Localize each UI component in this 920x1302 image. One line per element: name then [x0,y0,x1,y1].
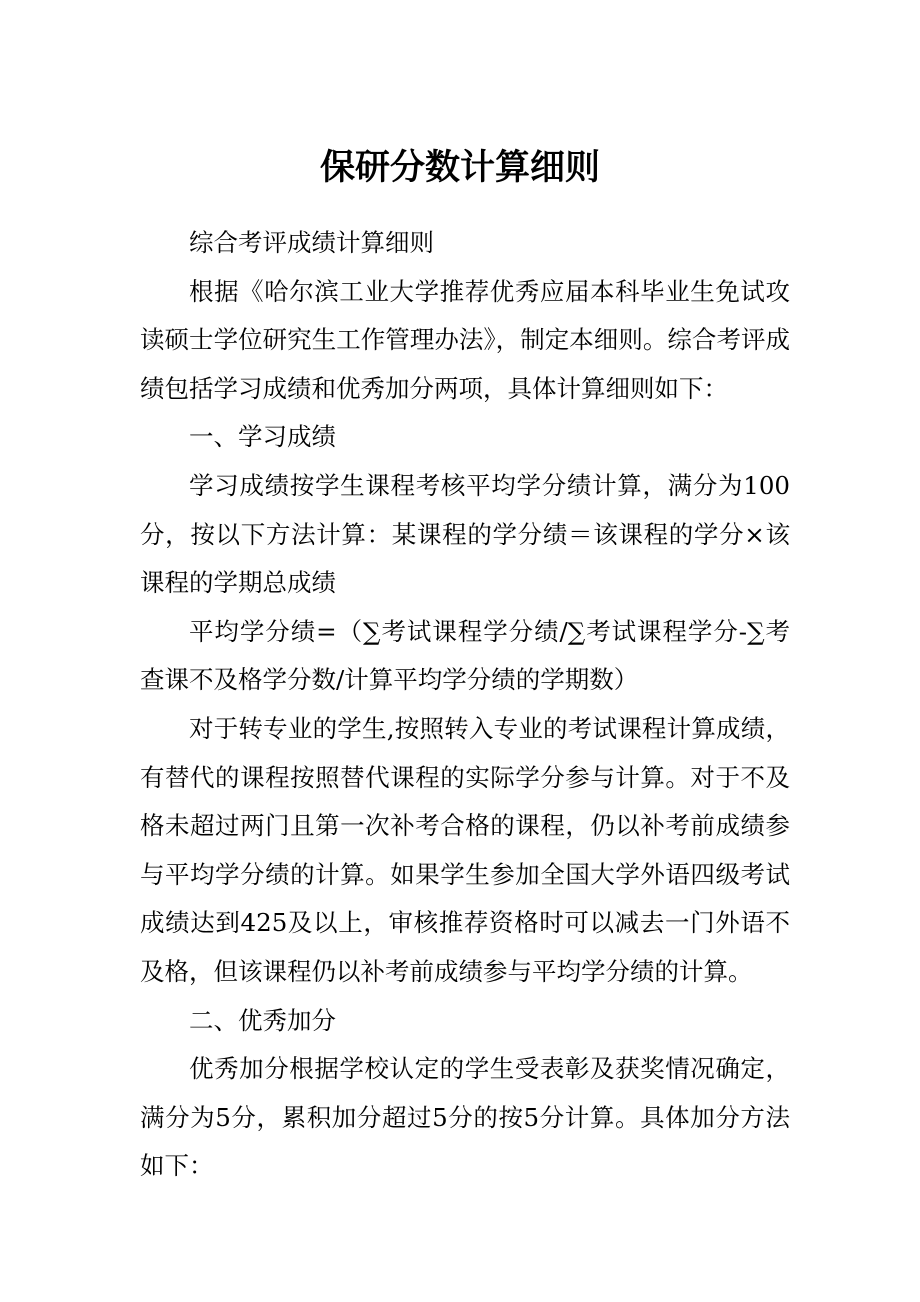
paragraph-academic-method: 学习成绩按学生课程考核平均学分绩计算，满分为100分，按以下方法计算：某课程的学分绩＝该课程的学分×该课程的学期总成绩 [140,470,790,598]
section-heading-academic: 一、学习成绩 [189,422,336,452]
paragraph-subtitle: 综合考评成绩计算细则 [189,228,434,257]
paragraph-gpa-formula: 平均学分绩=（∑考试课程学分绩/∑考试课程学分-∑考查课不及格学分数/计算平均学分绩的学期数） [140,616,790,695]
document-title: 保研分数计算细则 [319,147,600,188]
paragraph-bonus-rules: 优秀加分根据学校认定的学生受表彰及获奖情况确定，满分为5分，累积加分超过5分的按5分计算。具体加分方法如下： [140,1054,790,1181]
paragraph-intro: 根据《哈尔滨工业大学推荐优秀应届本科毕业生免试攻读硕士学位研究生工作管理办法》，制定本细则。综合考评成绩包括学习成绩和优秀加分两项，具体计算细则如下： [140,276,790,403]
section-heading-bonus: 二、优秀加分 [189,1005,336,1035]
paragraph-transfer-rules: 对于转专业的学生,按照转入专业的考试课程计算成绩，有替代的课程按照替代课程的实际学分参与计算。对于不及格未超过两门且第一次补考合格的课程，仍以补考前成绩参与平均学分绩的计算。如果学生参加全国大学外语四级考试成绩达到425及以上，审核推荐资格时可以减去一门外语不及格，但该课程仍以补考前成绩参与平均学分绩的计算。 [140,713,790,986]
document-body [140,219,790,1191]
